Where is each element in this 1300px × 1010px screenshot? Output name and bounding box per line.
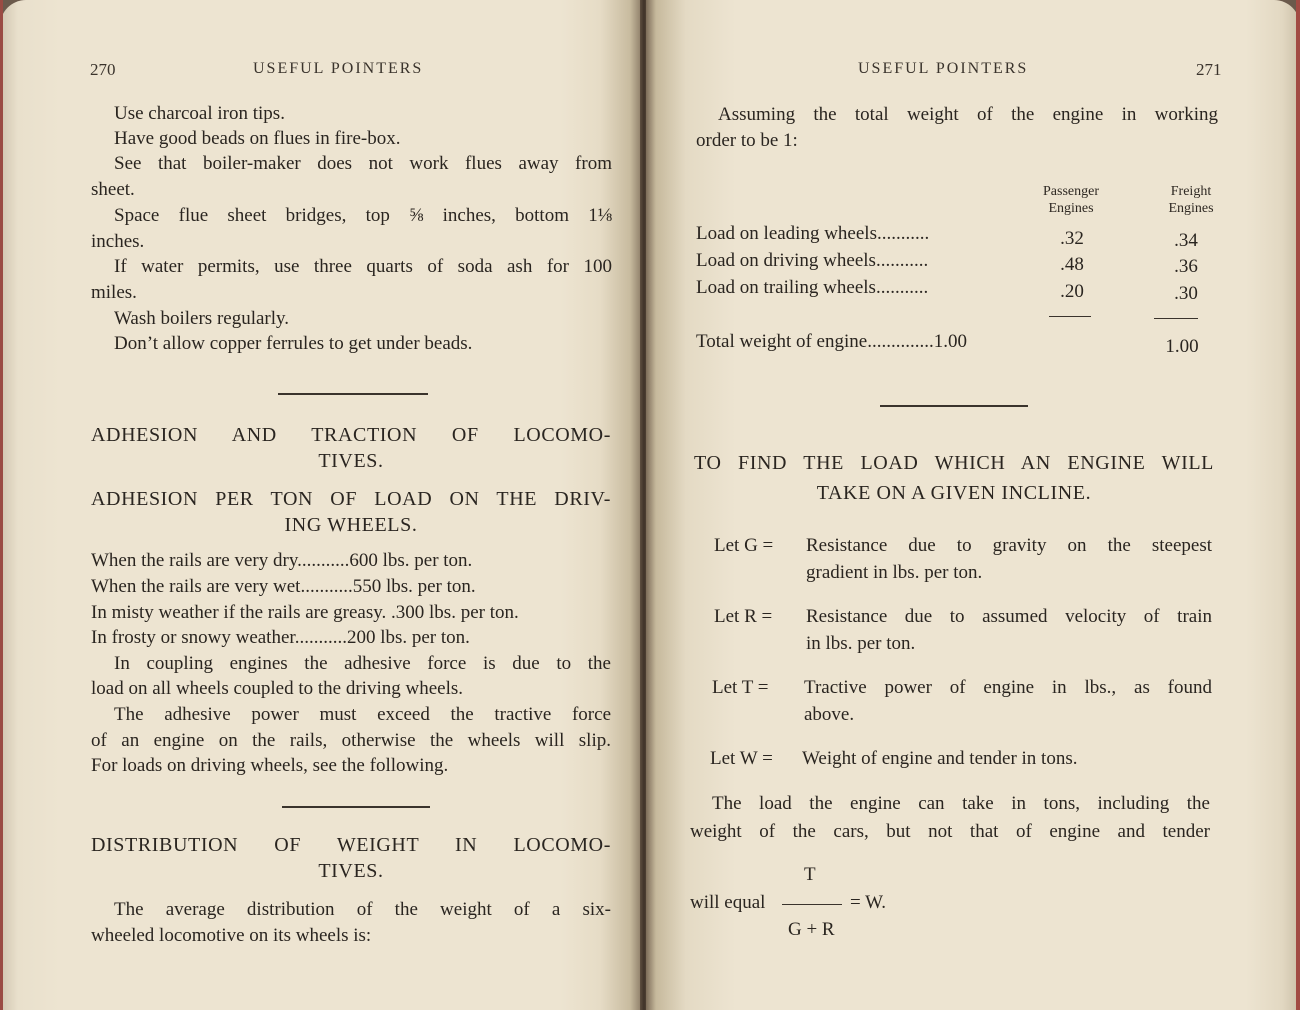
table-cell-freight: 1.00 <box>1165 336 1199 357</box>
pointer-line: Use charcoal iron tips. <box>114 103 285 124</box>
definition-line: Tractive power of engine in lbs., as found <box>804 677 1212 698</box>
body-line: weight of the cars, but not that of engine and tender <box>690 821 1210 842</box>
adhesion-value: 550 lbs. per ton. <box>352 576 476 597</box>
fraction-bar <box>782 904 842 905</box>
row-label: Load on trailing wheels <box>696 277 876 298</box>
adhesion-label: In misty weather if the rails are greasy <box>91 602 382 623</box>
definition-line: gradient in lbs. per ton. <box>806 562 983 583</box>
pointer-line: Don’t allow copper ferrules to get under beads. <box>114 333 473 354</box>
formula-result: = W. <box>850 892 887 913</box>
body-line: In coupling engines the adhesive force is due to the <box>114 653 611 674</box>
section-title: ADHESION PER TON OF LOAD ON THE DRIV- <box>91 488 611 510</box>
running-head: USEFUL POINTERS <box>253 60 424 77</box>
dot-leader: ........... <box>300 576 353 597</box>
body-line: The average distribution of the weight of a six- <box>114 899 611 920</box>
pointer-line: See that boiler-maker does not work flues away from <box>114 153 612 174</box>
body-line: load on all wheels coupled to the driving wheels. <box>91 678 463 699</box>
definition-line: Weight of engine and tender in tons. <box>802 748 1078 769</box>
adhesion-label: When the rails are very wet <box>91 576 301 597</box>
right-page <box>646 0 1300 1010</box>
dot-leader: .............. <box>867 331 934 352</box>
definition-line: above. <box>804 704 855 725</box>
pointer-line: inches. <box>91 231 145 252</box>
column-heading-line: Freight <box>1170 184 1212 199</box>
definition-lead: Let W = <box>710 748 773 769</box>
adhesion-label: When the rails are very dry <box>91 550 298 571</box>
sum-rule <box>1049 316 1091 317</box>
column-heading-line: Engines <box>1168 201 1214 216</box>
definition-lead: Let T = <box>712 677 769 698</box>
row-label: Load on leading wheels <box>696 223 877 244</box>
section-title: DISTRIBUTION OF WEIGHT IN LOCOMO- <box>91 834 611 856</box>
table-total-row <box>696 329 967 355</box>
running-head: USEFUL POINTERS <box>858 60 1029 77</box>
adhesion-value: 300 lbs. per ton. <box>395 602 519 623</box>
table-cell-passenger: .32 <box>1060 228 1084 249</box>
adhesion-row <box>91 574 611 600</box>
pointer-line: If water permits, use three quarts of soda ash for 100 <box>114 256 612 277</box>
page-number: 270 <box>90 60 116 79</box>
body-line: For loads on driving wheels, see the following. <box>91 755 449 776</box>
section-divider <box>282 806 430 808</box>
page-number: 271 <box>1196 60 1222 79</box>
body-line: The load the engine can take in tons, including the <box>712 793 1210 814</box>
adhesion-label: In frosty or snowy weather <box>91 627 295 648</box>
dot-leader: ........... <box>875 277 929 298</box>
row-label: Load on driving wheels <box>696 250 876 271</box>
definition-lead: Let G = <box>714 535 774 556</box>
table-cell-freight: .34 <box>1174 230 1198 251</box>
definition-line: Resistance due to assumed velocity of train <box>806 606 1212 627</box>
adhesion-value: 600 lbs. per ton. <box>349 550 473 571</box>
body-line: wheeled locomotive on its wheels is: <box>91 925 372 946</box>
adhesion-row <box>91 600 611 626</box>
section-title: ING WHEELS. <box>284 514 418 536</box>
section-divider <box>880 405 1028 407</box>
adhesion-value: 200 lbs. per ton. <box>346 627 470 648</box>
table-row <box>696 248 928 274</box>
pointer-line: sheet. <box>91 179 135 200</box>
table-cell-passenger: .20 <box>1060 281 1084 302</box>
column-heading-passenger <box>1026 183 1116 217</box>
section-title: TO FIND THE LOAD WHICH AN ENGINE WILL <box>694 452 1214 474</box>
pointer-line: Space flue sheet bridges, top ⅝ inches, bottom 1⅛ <box>114 205 612 226</box>
formula-denominator: G + R <box>788 919 835 940</box>
adhesion-row <box>91 625 611 651</box>
sum-rule <box>1154 318 1198 319</box>
definition-line: in lbs. per ton. <box>806 633 916 654</box>
body-line: The adhesive power must exceed the tractive force <box>114 704 611 725</box>
table-cell-passenger: .48 <box>1060 254 1084 275</box>
table-row <box>696 221 929 247</box>
page-edge <box>0 0 3 1010</box>
definition-line: Resistance due to gravity on the steepest <box>806 535 1212 556</box>
adhesion-row <box>91 548 611 574</box>
formula-prefix: will equal <box>690 892 766 913</box>
section-title: ADHESION AND TRACTION OF LOCOMO- <box>91 424 611 446</box>
pointer-line: Wash boilers regularly. <box>114 308 290 329</box>
dot-leader: ........... <box>876 223 930 244</box>
pointer-line: miles. <box>91 282 137 303</box>
dot-leader: . . <box>381 602 396 623</box>
table-row <box>696 275 928 301</box>
page-edge <box>1296 0 1300 1010</box>
dot-leader: ........... <box>875 250 929 271</box>
section-divider <box>278 393 428 395</box>
body-line: order to be 1: <box>696 130 798 151</box>
column-heading-line: Engines <box>1048 201 1094 216</box>
pointer-line: Have good beads on flues in fire-box. <box>114 128 401 149</box>
row-label: Total weight of engine <box>696 331 868 352</box>
dot-leader: ........... <box>294 627 347 648</box>
definition-lead: Let R = <box>714 606 773 627</box>
table-cell-freight: .30 <box>1174 283 1198 304</box>
column-heading-freight <box>1146 183 1236 217</box>
section-title: TAKE ON A GIVEN INCLINE. <box>816 482 1092 504</box>
left-page <box>0 0 642 1010</box>
table-cell-passenger: 1.00 <box>933 331 967 352</box>
formula-numerator: T <box>804 864 816 885</box>
section-title: TIVES. <box>318 450 384 472</box>
table-cell-freight: .36 <box>1174 256 1198 277</box>
body-line: Assuming the total weight of the engine in working <box>718 104 1218 125</box>
column-heading-line: Passenger <box>1043 184 1099 199</box>
section-title: TIVES. <box>318 860 384 882</box>
dot-leader: ........... <box>297 550 350 571</box>
body-line: of an engine on the rails, otherwise the wheels will slip. <box>91 730 611 751</box>
